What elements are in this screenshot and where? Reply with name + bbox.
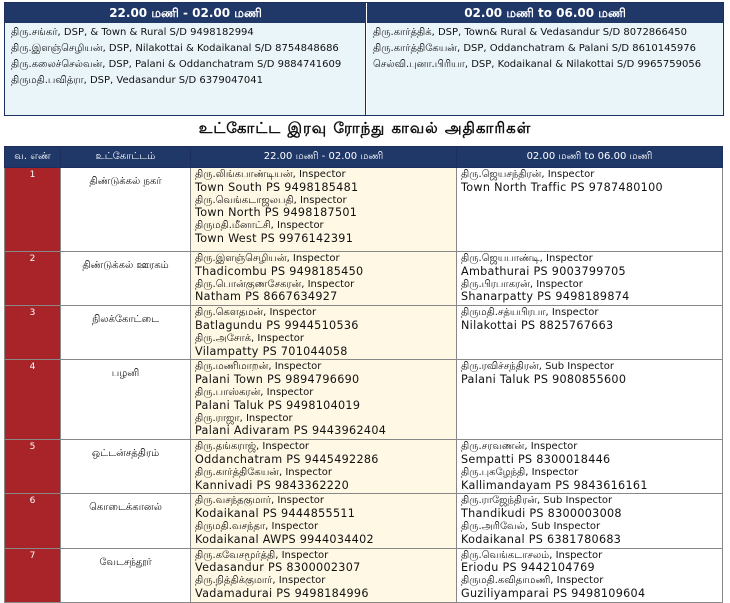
officer-name: திரு.அரிவேல், Sub Inspector: [461, 520, 601, 532]
row-subdivision: வேடசந்தூர்: [61, 548, 191, 602]
second-shift-officers: [457, 306, 723, 360]
officer-name: திரு.கௌதமன், Inspector: [195, 307, 317, 319]
second-shift-officers: [457, 168, 723, 252]
top-header-first-shift: 22.00 மணி - 02.00 மணி: [5, 3, 366, 23]
row-subdivision: ஒட்டன்சத்திரம்: [61, 440, 191, 494]
row-subdivision: திண்டுக்கல் ஊரகம்: [61, 252, 191, 306]
officer-name: திரு.தங்கராஜ், Inspector: [195, 441, 310, 453]
station-phone: Guziliyamparai PS 9498109604: [461, 586, 646, 600]
officer-name: திரு.சரவணன், Inspector: [461, 441, 578, 453]
officer-name: திரு.புகழேந்தி, Inspector: [461, 466, 579, 478]
officer-name: திரு.ஜெயபாண்டி, Inspector: [461, 253, 593, 264]
first-shift-officers: [191, 252, 457, 306]
officer-name: திருமதி.சத்யபிரபா, Inspector: [461, 307, 599, 319]
station-phone: Town West PS 9976142391: [195, 231, 354, 245]
officer-name: திரு.கவேசமூர்த்தி, Inspector: [195, 549, 329, 561]
station-phone: Vadamadurai PS 9498184996: [195, 586, 369, 600]
row-serial-number: 1: [5, 168, 61, 252]
officer-name: திரு.வெங்கடாசலம், Inspector: [461, 549, 603, 561]
table-row: [5, 168, 723, 252]
station-phone: Kodaikanal PS 6381780683: [461, 532, 622, 546]
patrol-officers-table: [4, 146, 723, 603]
second-shift-officers: [457, 548, 723, 602]
station-phone: Batlagundu PS 9944510536: [195, 318, 359, 332]
officer-name: திரு.பொன்குணசேகரன், Inspector: [195, 278, 355, 290]
table-row: [5, 440, 723, 494]
table-header-row: [5, 147, 723, 168]
station-phone: Thadicombu PS 9498185450: [195, 264, 364, 278]
officer-name: திரு.நித்திக்குமார், Inspector: [195, 575, 326, 587]
officer-name: திரு.ராஜா, Inspector: [195, 412, 293, 424]
station-phone: Oddanchatram PS 9445492286: [195, 452, 379, 466]
table-row: [5, 252, 723, 306]
station-phone: Palani Adivaram PS 9443962404: [195, 424, 387, 438]
first-shift-officers: [191, 306, 457, 360]
row-serial-number: 2: [5, 252, 61, 306]
station-phone: Town North Traffic PS 9787480100: [461, 180, 663, 194]
header-serial: வ. எண்: [5, 147, 61, 168]
table-row: [5, 360, 723, 440]
first-shift-officers: [191, 360, 457, 440]
table-row: [5, 306, 723, 360]
officer-name: திரு.ரவிச்சந்திரன், Sub Inspector: [461, 361, 614, 373]
station-phone: Palani Town PS 9894796690: [195, 373, 360, 387]
station-phone: Eriodu PS 9442104769: [461, 561, 595, 575]
row-serial-number: 6: [5, 494, 61, 548]
officer-name: திரு.வசந்தகுமார், Inspector: [195, 495, 325, 507]
header-second-shift: 02.00 மணி to 06.00 மணி: [457, 147, 723, 168]
station-phone: Thandikudi PS 8300003008: [461, 507, 622, 521]
row-serial-number: 4: [5, 360, 61, 440]
officer-name: திரு.பாஸ்கரன், Inspector: [195, 386, 314, 398]
row-subdivision: பழனி: [61, 360, 191, 440]
station-phone: Vilampatty PS 701044058: [195, 344, 348, 358]
header-subdivision: உட்கோட்டம்: [61, 147, 191, 168]
station-phone: Vedasandur PS 8300002307: [195, 561, 361, 575]
page-title: உட்கோட்ட இரவு ரோந்து காவல் அதிகாரிகள்: [198, 119, 532, 137]
station-phone: Palani Taluk PS 9080855600: [461, 373, 627, 387]
station-phone: Town North PS 9498187501: [195, 206, 358, 220]
officer-name: திரு.கார்த்திகேயன், Inspector: [195, 466, 332, 478]
station-phone: Kannivadi PS 9843362220: [195, 478, 350, 492]
officer-name: திரு.பிரபாகரன், Inspector: [461, 278, 583, 290]
station-phone: Town South PS 9498185481: [195, 180, 359, 194]
header-first-shift: 22.00 மணி - 02.00 மணி: [191, 147, 457, 168]
row-subdivision: நிலக்கோட்டை: [61, 306, 191, 360]
first-shift-officers: [191, 548, 457, 602]
officer-name: திரு.மணிமாறன், Inspector: [195, 361, 322, 373]
second-shift-officers: [457, 440, 723, 494]
station-phone: Kallimandayam PS 9843616161: [461, 478, 648, 492]
station-phone: Sempatti PS 8300018446: [461, 452, 611, 466]
row-subdivision: கொடைக்கானல்: [61, 494, 191, 548]
officer-name: திருமதி.மீனாட்சி, Inspector: [195, 220, 324, 232]
station-phone: Nilakottai PS 8825767663: [461, 318, 614, 332]
officer-name: திரு.லிங்கபாண்டியன், Inspector: [195, 169, 346, 180]
row-subdivision: திண்டுக்கல் நகர்: [61, 168, 191, 252]
row-serial-number: 7: [5, 548, 61, 602]
station-phone: Ambathurai PS 9003799705: [461, 264, 626, 278]
first-shift-officers: [191, 168, 457, 252]
top-dsp-first-shift: திரு.சங்கர், DSP, & Town & Rural S/D 9498182994 திரு.இளஞ்செழியன், DSP, Nilakottai & Kodaikanal S/D 8754848686 திரு.கலைச்செல்வன், DSP, Palani & Oddanchatram S/D 9884741609 திருமதி.பவித்ரா, DSP, Vedasandur S/D 6379047041: [5, 23, 366, 115]
officer-name: திரு.அசோக், Inspector: [195, 332, 305, 344]
row-serial-number: 5: [5, 440, 61, 494]
officer-name: திரு.ராஜேந்திரன், Sub Inspector: [461, 495, 613, 507]
station-phone: Natham PS 8667634927: [195, 290, 338, 304]
officer-name: திரு.ஜெயசந்திரன், Inspector: [461, 169, 595, 180]
officer-name: திரு.இளஞ்செழியன், Inspector: [195, 253, 340, 264]
top-shift-summary: [4, 2, 724, 116]
station-phone: Kodaikanal AWPS 9944034402: [195, 532, 374, 546]
row-serial-number: 3: [5, 306, 61, 360]
first-shift-officers: [191, 494, 457, 548]
station-phone: Shanarpatty PS 9498189874: [461, 290, 630, 304]
officer-name: திருமதி.வசந்தா, Inspector: [195, 520, 319, 532]
station-phone: Palani Taluk PS 9498104019: [195, 398, 361, 412]
second-shift-officers: [457, 360, 723, 440]
table-row: [5, 548, 723, 602]
top-header-second-shift: 02.00 மணி to 06.00 மணி: [367, 3, 723, 23]
top-dsp-second-shift: திரு.கார்த்திக், DSP, Town& Rural & Vedasandur S/D 8072866450 திரு.கார்த்திகேயன், DSP, Oddanchatram & Palani S/D 8610145976 செல்வி.புனா.பிரியா, DSP, Kodaikanal & Nilakottai S/D 9965759056: [367, 23, 723, 115]
second-shift-officers: [457, 252, 723, 306]
officer-name: திரு.வெங்கடாஜலபதி, Inspector: [195, 194, 347, 206]
station-phone: Kodaikanal PS 9444855511: [195, 507, 356, 521]
second-shift-officers: [457, 494, 723, 548]
officer-name: திருமதி.கவிதாமணி, Inspector: [461, 575, 604, 587]
first-shift-officers: [191, 440, 457, 494]
table-row: [5, 494, 723, 548]
